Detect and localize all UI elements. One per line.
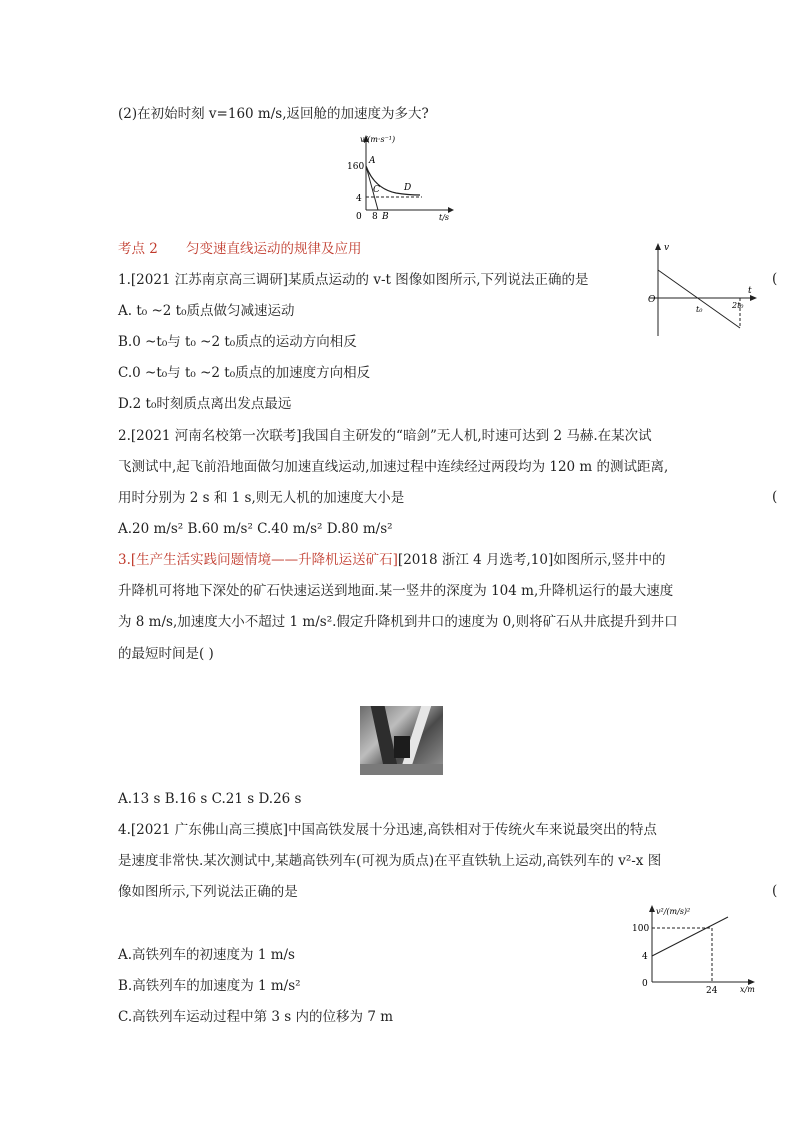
tick-8: 8 [372, 212, 378, 222]
problem-4-option-b: B.高铁列车的加速度为 1 m/s² [118, 978, 301, 994]
particle-vt-graph [644, 240, 760, 340]
problem-3-line-2: 升降机可将地下深处的矿石快速运送到地面.某一竖井的深度为 104 m,升降机运行的最大速度 [118, 583, 674, 599]
velocity-line [658, 270, 740, 328]
problem-2-paren: ( [772, 489, 778, 505]
y-axis-label: v/(m·s⁻¹) [360, 135, 396, 144]
tick-100: 100 [632, 924, 650, 934]
v-label: v [664, 243, 670, 253]
t0-label: t₀ [696, 305, 703, 314]
capsule-vt-graph [336, 130, 458, 222]
problem-4-line-3: 像如图所示,下列说法正确的是 [118, 884, 298, 900]
problem-4-option-c: C.高铁列车运动过程中第 3 s 内的位移为 7 m [118, 1009, 394, 1025]
question-2-text: (2)在初始时刻 v=160 m/s,返回舱的加速度为多大? [118, 106, 429, 122]
origin-label: 0 [642, 979, 648, 989]
problem-1-stem: 1.[2021 江苏南京高三调研]某质点运动的 v-t 图像如图所示,下列说法正确的是 [118, 272, 589, 288]
problem-2-line-2: 飞测试中,起飞前沿地面做匀加速直线运动,加速过程中连续经过两段均为 120 m 的测试距离, [118, 459, 669, 475]
section-label: 考点 2 [118, 241, 158, 257]
problem-2-line-1: 2.[2021 河南名校第一次联考]我国自主研发的“暗剑”无人机,时速可达到 2 马赫.在某次试 [118, 428, 652, 444]
y-axis-arrow [649, 905, 655, 912]
train-v2x-graph [628, 904, 762, 994]
y-axis-label: v²/(m/s)² [656, 907, 691, 916]
problem-4-option-a: A.高铁列车的初速度为 1 m/s [118, 947, 295, 963]
origin-label: 0 [356, 212, 362, 222]
2t0-label: 2t₀ [732, 301, 744, 310]
tick-24: 24 [706, 986, 718, 994]
problem-3-line-3: 为 8 m/s,加速度大小不超过 1 m/s².假定升降机到井口的速度为 0,则将矿石从井底提升到井口 [118, 614, 678, 630]
problem-2-line-3: 用时分别为 2 s 和 1 s,则无人机的加速度大小是 [118, 490, 405, 506]
tick-160: 160 [347, 162, 365, 172]
problem-4-paren: ( [772, 883, 778, 899]
problem-1-option-c: C.0 ~t₀与 t₀ ~2 t₀质点的加速度方向相反 [118, 365, 371, 381]
problem-1-option-d: D.2 t₀时刻质点离出发点最远 [118, 396, 292, 412]
y-axis-arrow [655, 243, 661, 250]
problem-2-options: A.20 m/s² B.60 m/s² C.40 m/s² D.80 m/s² [118, 521, 393, 537]
point-c: C [373, 185, 380, 195]
tick-4: 4 [356, 194, 362, 204]
problem-1-option-b: B.0 ~t₀与 t₀ ~2 t₀质点的运动方向相反 [118, 334, 357, 350]
problem-4-line-1: 4.[2021 广东佛山高三摸底]中国高铁发展十分迅速,高铁相对于传统火车来说最突出的特点 [118, 822, 657, 838]
point-b: B [382, 212, 389, 222]
tick-4: 4 [642, 952, 648, 962]
problem-1-paren: ( [772, 271, 778, 287]
problem-3-line-1 [118, 551, 666, 569]
problem-4-line-2: 是速度非常快.某次测试中,某趟高铁列车(可视为质点)在平直铁轨上运动,高铁列车的 v²-x 图 [118, 853, 662, 869]
problem-3-options: A.13 s B.16 s C.21 s D.26 s [118, 791, 302, 807]
mine-shaft-photo [360, 706, 443, 775]
problem-3-line-1-rest: [2018 浙江 4 月选考,10]如图所示,竖井中的 [397, 552, 666, 568]
point-d: D [404, 183, 412, 193]
problem-3-line-4: 的最短时间是( ) [118, 646, 214, 662]
origin-label: O [648, 295, 656, 305]
t-label: t [748, 286, 752, 296]
problem-3-context-tag: 3.[生产生活实践问题情境——升降机运送矿石] [118, 552, 398, 568]
x-axis-label: t/s [439, 213, 450, 222]
section-title: 匀变速直线运动的规律及应用 [186, 241, 362, 257]
problem-1-option-a: A. t₀ ~2 t₀质点做匀减速运动 [118, 303, 295, 319]
x-axis-label: x/m [740, 985, 755, 994]
v2-line [652, 917, 728, 956]
point-a: A [369, 156, 376, 166]
